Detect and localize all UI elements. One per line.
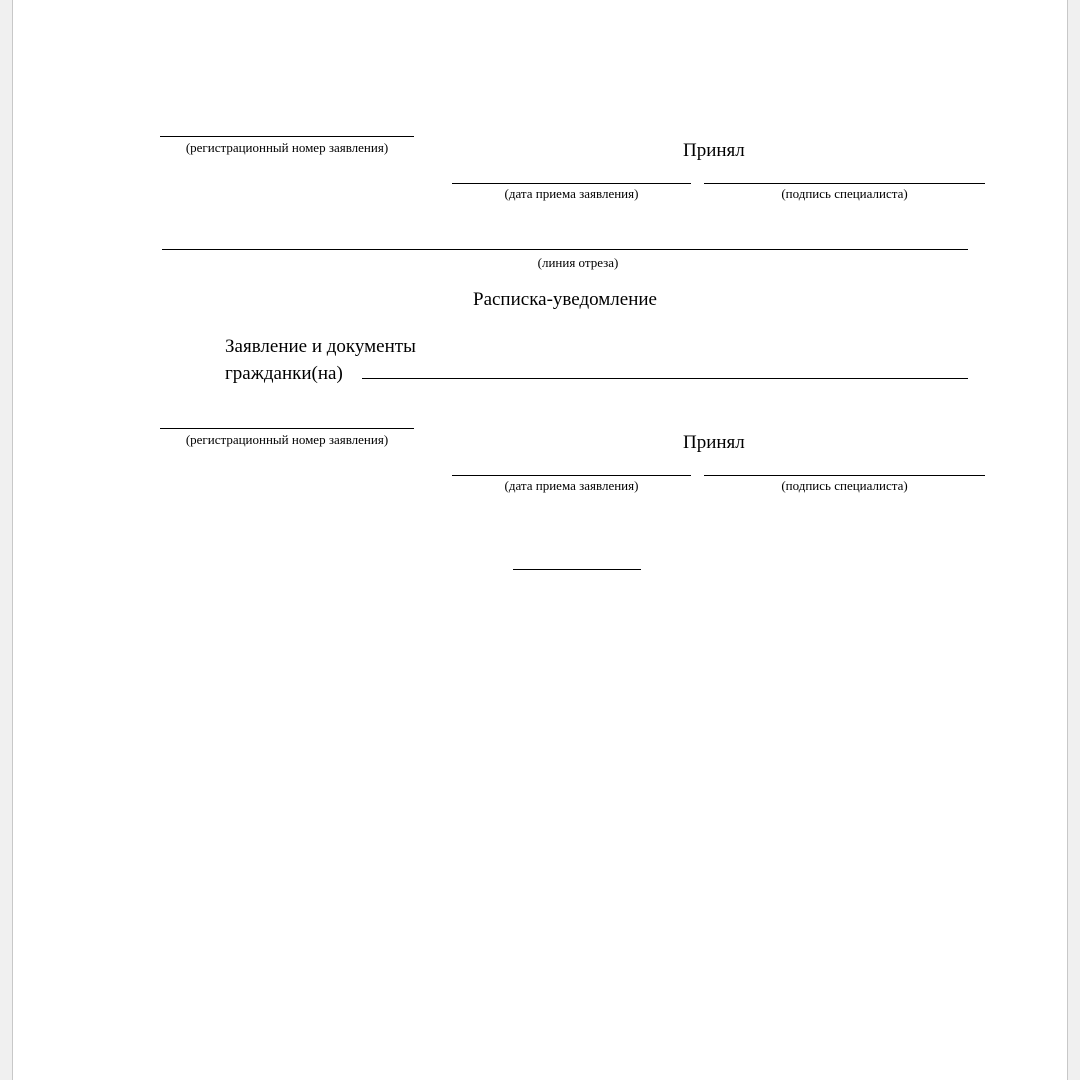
closing-line <box>513 569 641 570</box>
citizen-name-line <box>362 378 968 379</box>
date-caption: (дата приема заявления) <box>504 186 639 201</box>
accepted-label: Принял <box>683 140 745 161</box>
date-line <box>452 183 691 184</box>
signature-caption-2: (подпись специалиста) <box>781 478 908 493</box>
reg-number-caption: (регистрационный номер заявления) <box>185 140 389 155</box>
document-page <box>12 0 1068 1080</box>
statement-line-2: гражданки(на) <box>225 363 343 384</box>
reg-number-line-2 <box>160 428 414 429</box>
cut-line-caption: (линия отреза) <box>537 255 619 270</box>
accepted-label-2: Принял <box>683 432 745 453</box>
receipt-title: Расписка-уведомление <box>473 289 657 310</box>
signature-caption: (подпись специалиста) <box>781 186 908 201</box>
reg-number-caption-2: (регистрационный номер заявления) <box>185 432 389 447</box>
reg-number-line <box>160 136 414 137</box>
date-line-2 <box>452 475 691 476</box>
statement-line-1: Заявление и документы <box>225 336 416 357</box>
signature-line-2 <box>704 475 985 476</box>
cut-line <box>162 249 968 250</box>
date-caption-2: (дата приема заявления) <box>504 478 639 493</box>
signature-line <box>704 183 985 184</box>
